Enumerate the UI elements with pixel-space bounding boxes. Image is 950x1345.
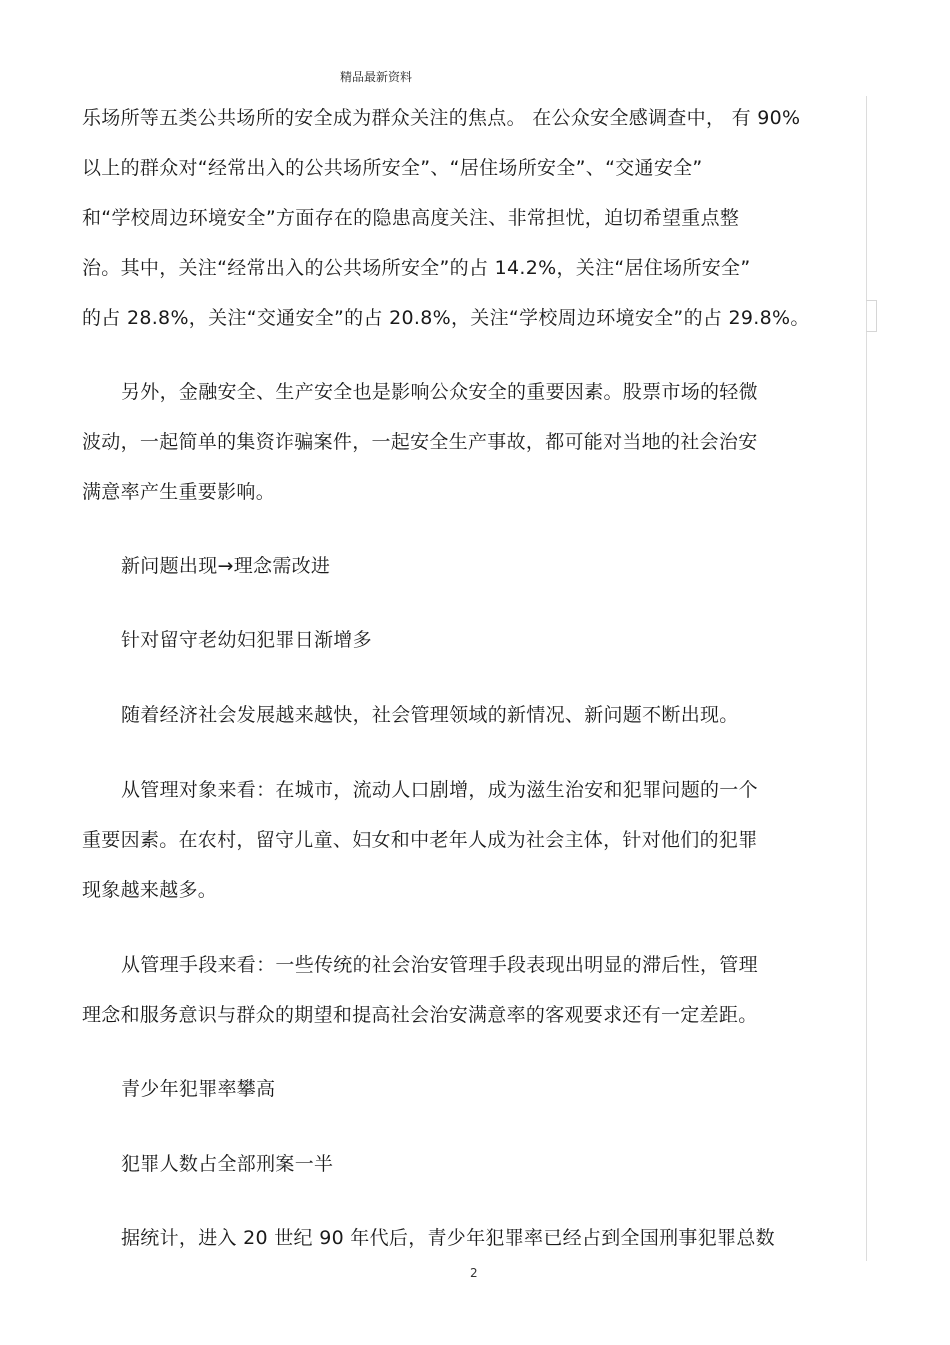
page-frame-border: [866, 96, 867, 1261]
body-line: 随着经济社会发展越来越快，社会管理领域的新情况、新问题不断出现。: [121, 704, 739, 726]
body-line: 波动，一起简单的集资诈骗案件，一起安全生产事故，都可能对当地的社会治安: [82, 431, 758, 453]
body-line: 乐场所等五类公共场所的安全成为群众关注的焦点。 在公众安全感调查中， 有 90%: [82, 107, 801, 129]
section-heading: 青少年犯罪率攀高: [121, 1078, 276, 1100]
body-line: 重要因素。在农村，留守儿童、妇女和中老年人成为社会主体，针对他们的犯罪: [82, 829, 758, 851]
body-line: 的占 28.8%，关注“交通安全”的占 20.8%，关注“学校周边环境安全”的占 29.8%。: [82, 307, 810, 329]
section-heading: 新问题出现→理念需改进: [121, 555, 331, 577]
body-line: 和“学校周边环境安全”方面存在的隐患高度关注、非常担忧，迫切希望重点整: [82, 207, 740, 229]
body-line: 现象越来越多。: [82, 879, 218, 901]
page-frame-corner: [866, 300, 877, 332]
body-line: 满意率产生重要影响。: [82, 481, 276, 503]
body-line: 以上的群众对“经常出入的公共场所安全”、“居住场所安全”、“交通安全”: [82, 157, 703, 179]
body-line: 从管理手段来看：一些传统的社会治安管理手段表现出明显的滞后性，管理: [121, 954, 758, 976]
body-line: 理念和服务意识与群众的期望和提高社会治安满意率的客观要求还有一定差距。: [82, 1004, 758, 1026]
page-header: 精品最新资料: [340, 70, 413, 84]
section-subheading: 针对留守老幼妇犯罪日渐增多: [121, 629, 372, 651]
body-line: 治。其中，关注“经常出入的公共场所安全”的占 14.2%，关注“居住场所安全”: [82, 257, 751, 279]
body-line: 另外，金融安全、生产安全也是影响公众安全的重要因素。股票市场的轻微: [121, 381, 758, 403]
page-number: 2: [470, 1266, 478, 1280]
body-line: 据统计，进入 20 世纪 90 年代后，青少年犯罪率已经占到全国刑事犯罪总数: [121, 1227, 775, 1249]
section-subheading: 犯罪人数占全部刑案一半: [121, 1153, 334, 1175]
body-line: 从管理对象来看：在城市，流动人口剧增，成为滋生治安和犯罪问题的一个: [121, 779, 758, 801]
